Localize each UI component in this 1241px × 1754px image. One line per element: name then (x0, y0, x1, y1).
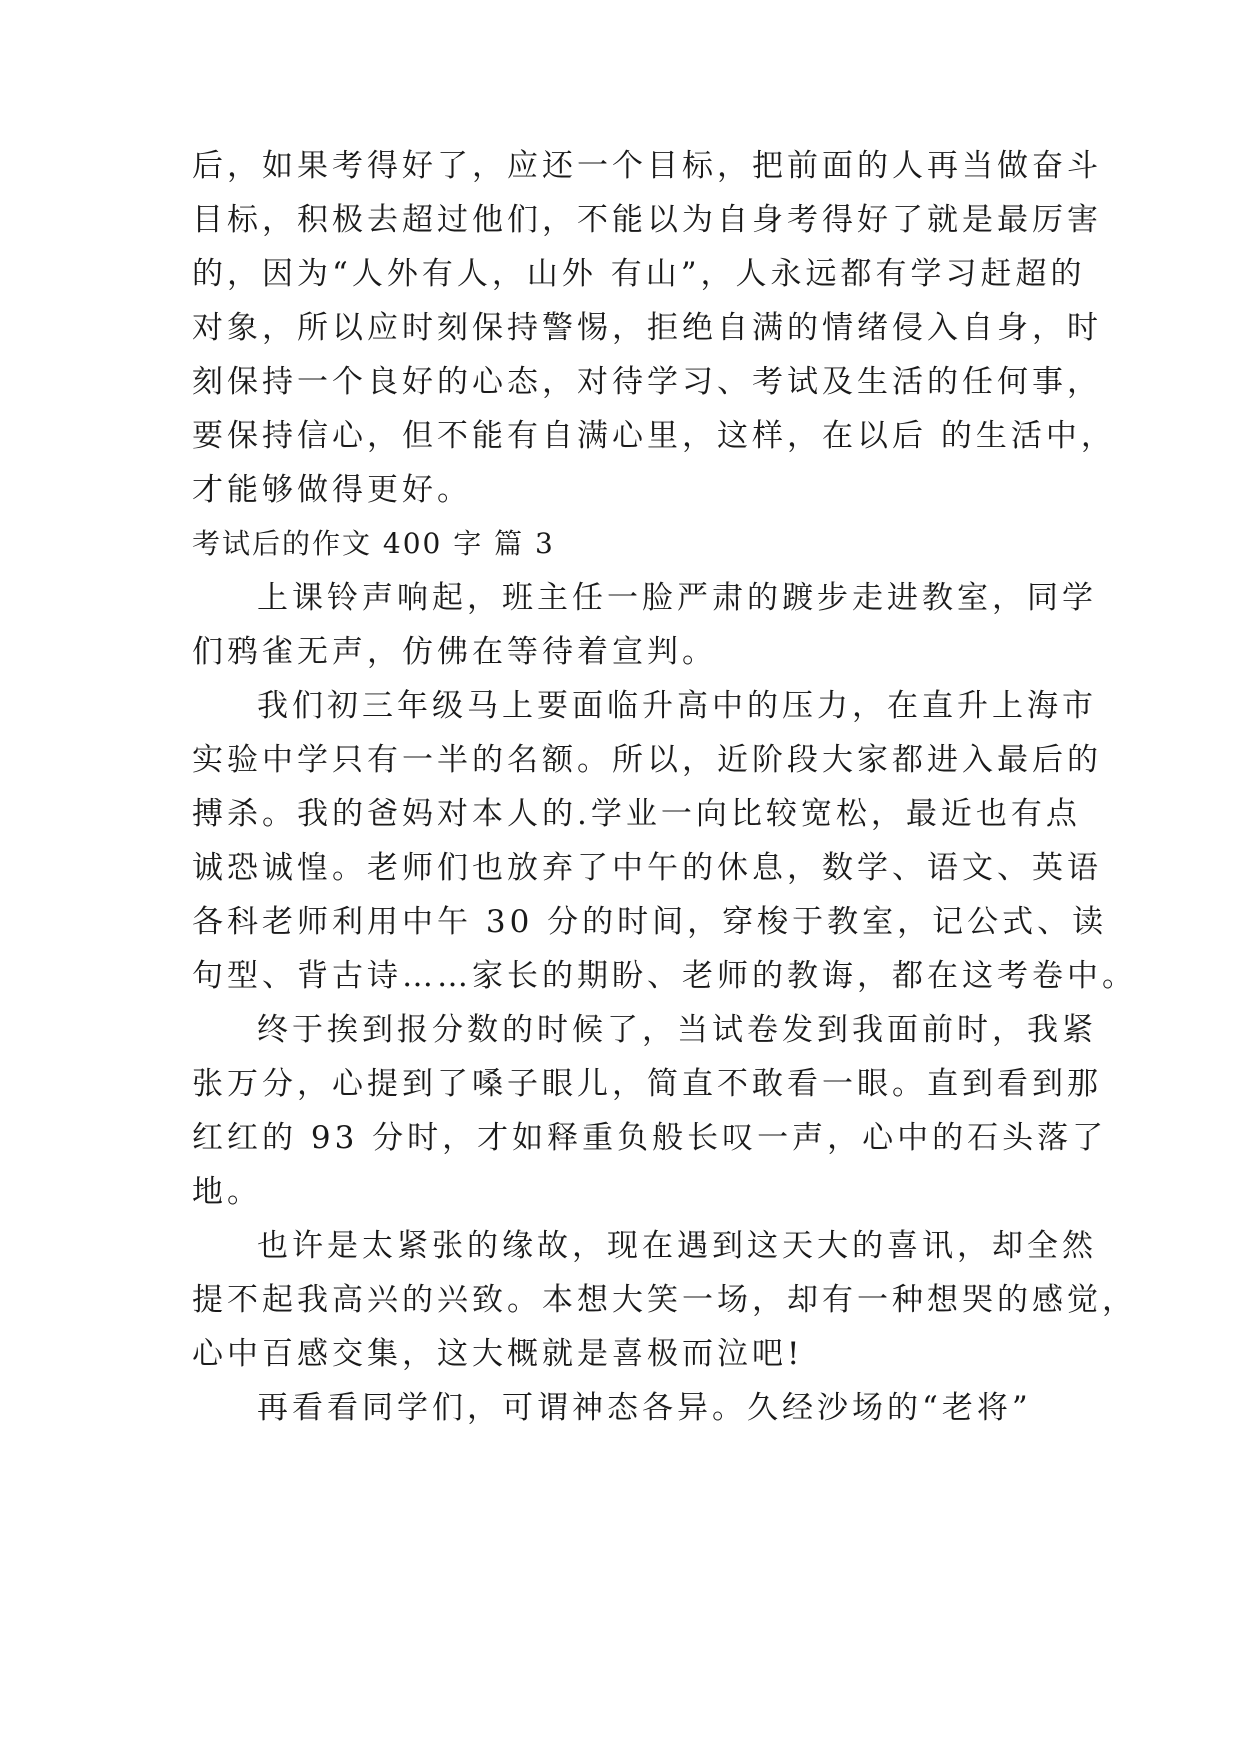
paragraph-first-line: 终于挨到报分数的时候了，当试卷发到我面前时，我紧 (257, 1012, 1097, 1048)
paragraph-first-line: 也许是太紧张的缘故，现在遇到这天大的喜讯，却全然 (257, 1228, 1097, 1264)
text-line: 后，如果考得好了，应还一个目标，把前面的人再当做奋斗 (192, 148, 1102, 184)
text-line: 张万分，心提到了嗓子眼儿，简直不敢看一眼。直到看到那 (192, 1066, 1102, 1102)
text-line: 心中百感交集，这大概就是喜极而泣吧! (192, 1336, 804, 1372)
paragraph-first-line: 我们初三年级马上要面临升高中的压力，在直升上海市 (257, 688, 1097, 724)
text-line: 诚恐诚惶。老师们也放弃了中午的休息，数学、语文、英语 (192, 850, 1102, 886)
text-line: 实验中学只有一半的名额。所以，近阶段大家都进入最后的 (192, 742, 1102, 778)
text-line: 才能够做得更好。 (192, 472, 472, 508)
text-line: 们鸦雀无声，仿佛在等待着宣判。 (192, 634, 717, 670)
text-line: 刻保持一个良好的心态，对待学习、考试及生活的任何事， (192, 364, 1102, 400)
section-heading: 考试后的作文 400 字 篇 3 (192, 527, 555, 560)
text-line: 句型、背古诗……家长的期盼、老师的教诲，都在这考卷中。 (192, 958, 1137, 994)
text-line: 目标，积极去超过他们，不能以为自身考得好了就是最厉害 (192, 202, 1102, 238)
text-line: 对象，所以应时刻保持警惕，拒绝自满的情绪侵入自身，时 (192, 310, 1102, 346)
text-line: 提不起我高兴的兴致。本想大笑一场，却有一种想哭的感觉， (192, 1282, 1137, 1318)
text-line: 搏杀。我的爸妈对本人的.学业一向比较宽松，最近也有点 (192, 796, 1081, 832)
paragraph-first-line: 再看看同学们，可谓神态各异。久经沙场的“老将” (257, 1390, 1032, 1426)
text-line: 的，因为“人外有人，山外 有山”，人永远都有学习赶超的 (192, 256, 1086, 292)
text-line: 各科老师利用中午 30 分的时间，穿梭于教室，记公式、读 (192, 904, 1108, 940)
text-line: 要保持信心，但不能有自满心里，这样，在以后 的生活中， (192, 418, 1116, 454)
text-line: 地。 (192, 1174, 262, 1210)
text-line: 红红的 93 分时，才如释重负般长叹一声，心中的石头落了 (192, 1120, 1108, 1156)
paragraph-first-line: 上课铃声响起，班主任一脸严肃的踱步走进教室，同学 (257, 580, 1097, 616)
